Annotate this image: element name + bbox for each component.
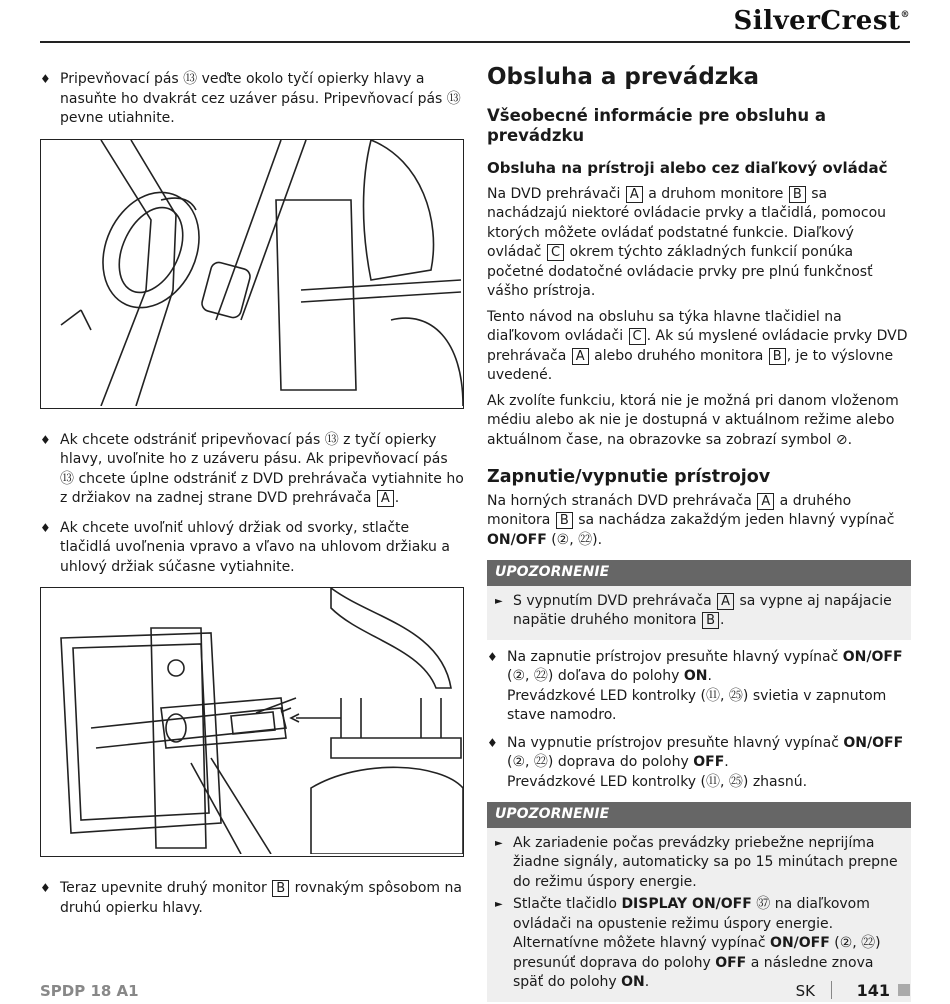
part-box-b: B <box>272 880 289 897</box>
header-rule <box>40 41 910 43</box>
strap-illustration <box>41 140 463 406</box>
brand-logo: SilverCrest® <box>733 6 910 36</box>
subheading: Obsluha na prístroji alebo cez diaľkový ovládač <box>487 159 888 177</box>
note-box <box>487 560 911 640</box>
section-title: Obsluha a prevádzka <box>487 64 759 90</box>
list-item: ♦ Na zapnutie prístrojov presuňte hlavný vypínač ON/OFF (②, ㉒) doľava do polohy ON. Prevádzkové LED kontrolky (⑪, ㉕) svietia v zapnutom stave namodro. <box>487 648 903 723</box>
bullet-icon: ♦ <box>40 881 51 895</box>
bullet-icon: ♦ <box>487 649 498 664</box>
note-item: ► Stlačte tlačidlo DISPLAY ON/OFF ㊲ na diaľkovom ovládači na opustenie režimu úspory energie. Alternatívne môžete hlavný vypínač ON/OFF (②, ㉒) presunúť doprava do polohy OFF a následne znova späť do polohy ON. <box>495 896 881 990</box>
left-column <box>40 70 464 928</box>
arrow-icon: ► <box>495 837 503 849</box>
note-heading: UPOZORNENIE <box>487 802 911 828</box>
list-item: ♦ Ak chcete uvoľniť uhlový držiak od svorky, stlačte tlačidlá uvoľnenia vpravo a vľavo na uhlovom držiaku a uhlový držiak súčasne vytiahnite. <box>40 519 450 575</box>
page-footer <box>40 978 910 1004</box>
right-column <box>487 62 911 1002</box>
footer-square-icon <box>898 984 910 996</box>
language-code: SK <box>795 982 815 1000</box>
model-number: SPDP 18 A1 <box>40 982 139 1000</box>
bracket-illustration <box>41 588 463 854</box>
prohibited-icon: ⊘ <box>835 431 848 448</box>
note-item: ► S vypnutím DVD prehrávača A sa vypne aj napájacie napätie druhého monitora B . <box>495 592 892 628</box>
bullet-icon: ♦ <box>487 735 498 750</box>
note-heading: UPOZORNENIE <box>487 560 911 586</box>
bullet-icon: ♦ <box>40 432 51 447</box>
note-box <box>487 802 911 1002</box>
subsection-title: Všeobecné informácie pre obsluhu a prevádzku <box>487 106 826 145</box>
figure-angle-bracket <box>40 587 464 857</box>
paragraph: Na horných stranách DVD prehrávača A a druhého monitora B sa nachádza zakaždým jeden hlavný vypínač ON/OFF (②, ㉒). <box>487 492 895 548</box>
bullet-icon: ♦ <box>40 520 51 535</box>
note-item: ► Ak zariadenie počas prevádzky priebežne neprijíma žiadne signály, automaticky sa po 15 minútach prepne do režimu úspory energie. <box>495 834 898 890</box>
footer-divider <box>831 981 832 999</box>
figure-strap-mounting <box>40 139 464 409</box>
list-item: ♦ Ak chcete odstrániť pripevňovací pás ⑬ z tyčí opierky hlavy, uvoľnite ho z uzáveru pásu. Ak pripevňovací pás ⑬ chcete úplne odstrániť z DVD prehrávača vytiahnite ho z držiakov na zadnej strane DVD prehrávača A . <box>40 431 464 506</box>
page-number: 141 <box>856 981 890 1000</box>
list-item: ♦ Na vypnutie prístrojov presuňte hlavný vypínač ON/OFF (②, ㉒) doprava do polohy OFF. Prevádzkové LED kontrolky (⑪, ㉕) zhasnú. <box>487 734 904 790</box>
paragraph: Na DVD prehrávači A a druhom monitore B sa nachádzajú niektoré ovládacie prvky a tlačidlá, pomocou ktorých môžete ovládať podstatné funkcie. Diaľkový ovládač C okrem týchto základných funkcií ponúka početné dodatočné ovládacie prvky pre plnú funkčnosť vášho prístroja. <box>487 185 887 299</box>
arrow-icon: ► <box>495 899 503 910</box>
list-item: ♦ Pripevňovací pás ⑬ veďte okolo tyčí opierky hlavy a nasuňte ho dvakrát cez uzáver pásu. Pripevňovací pás ⑬ pevne utiahnite. <box>40 71 461 126</box>
subsection-title: Zapnutie/vypnutie prístrojov <box>487 467 771 487</box>
arrow-icon: ► <box>495 595 503 607</box>
bullet-icon: ♦ <box>40 72 51 86</box>
list-item: ♦ Teraz upevnite druhý monitor B rovnakým spôsobom na druhú opierku hlavy. <box>40 880 462 916</box>
paragraph: Tento návod na obsluhu sa týka hlavne tlačidiel na diaľkovom ovládači C . Ak sú myslené ovládacie prvky DVD prehrávača A alebo druhého monitora B , je to výslovne uvedené. <box>487 308 908 383</box>
paragraph: Ak zvolíte funkciu, ktorá nie je možná pri danom vloženom médiu alebo ak nie je dostupná v aktuálnom režime alebo aktuálnom čase, na obrazovke sa zobrazí symbol ⊘. <box>487 392 899 448</box>
part-box-a: A <box>377 490 394 507</box>
